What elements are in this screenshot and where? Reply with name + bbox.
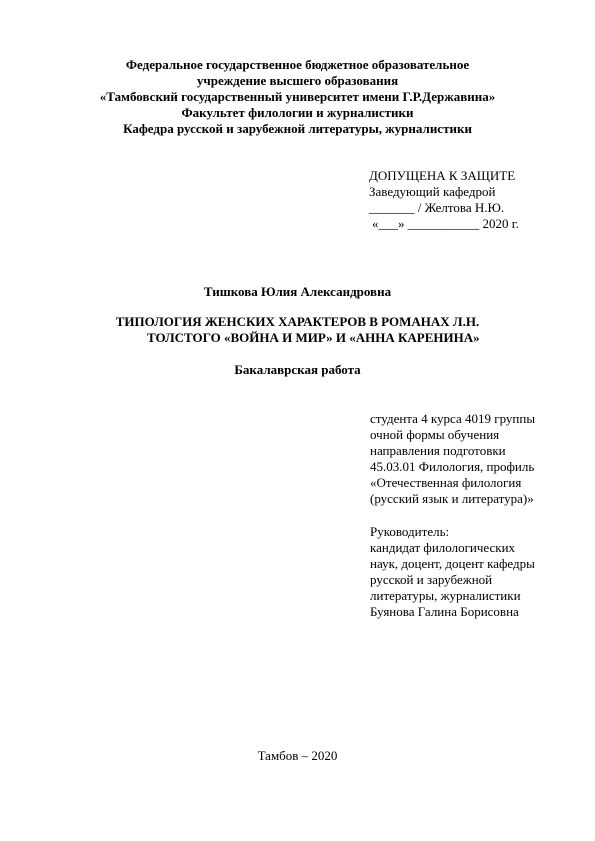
approval-title: ДОПУЩЕНА К ЗАЩИТЕ: [369, 168, 516, 183]
supervisor-line: литературы, журналистики: [370, 588, 521, 603]
supervisor-name: Буянова Галина Борисовна: [370, 604, 519, 619]
student-line: 45.03.01 Филология, профиль: [370, 459, 535, 474]
work-title-line: ТИПОЛОГИЯ ЖЕНСКИХ ХАРАКТЕРОВ В РОМАНАХ Л.Н.: [115, 314, 480, 329]
department-name: Кафедра русской и зарубежной литературы, журналистики: [123, 121, 472, 136]
student-line: (русский язык и литература)»: [370, 491, 534, 506]
header-line: учреждение высшего образования: [196, 73, 399, 88]
author-name: Тишкова Юлия Александровна: [203, 284, 392, 299]
work-title-line: ТОЛСТОГО «ВОЙНА И МИР» И «АННА КАРЕНИНА»: [147, 330, 480, 345]
student-line: «Отечественная филология: [370, 475, 522, 490]
supervisor-line: наук, доцент, доцент кафедры: [370, 556, 535, 571]
supervisor-label: Руководитель:: [370, 524, 450, 539]
university-name: «Тамбовский государственный университет имени Г.Р.Державина»: [99, 89, 496, 104]
supervisor-line: русской и зарубежной: [370, 572, 493, 587]
work-type: Бакалаврская работа: [234, 362, 361, 377]
faculty-name: Факультет филологии и журналистики: [181, 105, 414, 120]
city-year: Тамбов – 2020: [257, 748, 338, 763]
student-line: студента 4 курса 4019 группы: [370, 411, 536, 426]
student-line: направления подготовки: [370, 443, 506, 458]
approval-signature: _______ / Желтова Н.Ю.: [369, 200, 505, 215]
header-line: Федеральное государственное бюджетное образовательное: [125, 57, 470, 72]
supervisor-line: кандидат филологических: [370, 540, 516, 555]
approval-position: Заведующий кафедрой: [369, 184, 496, 199]
student-line: очной формы обучения: [370, 427, 500, 442]
approval-date: «___» ___________ 2020 г.: [372, 216, 519, 231]
